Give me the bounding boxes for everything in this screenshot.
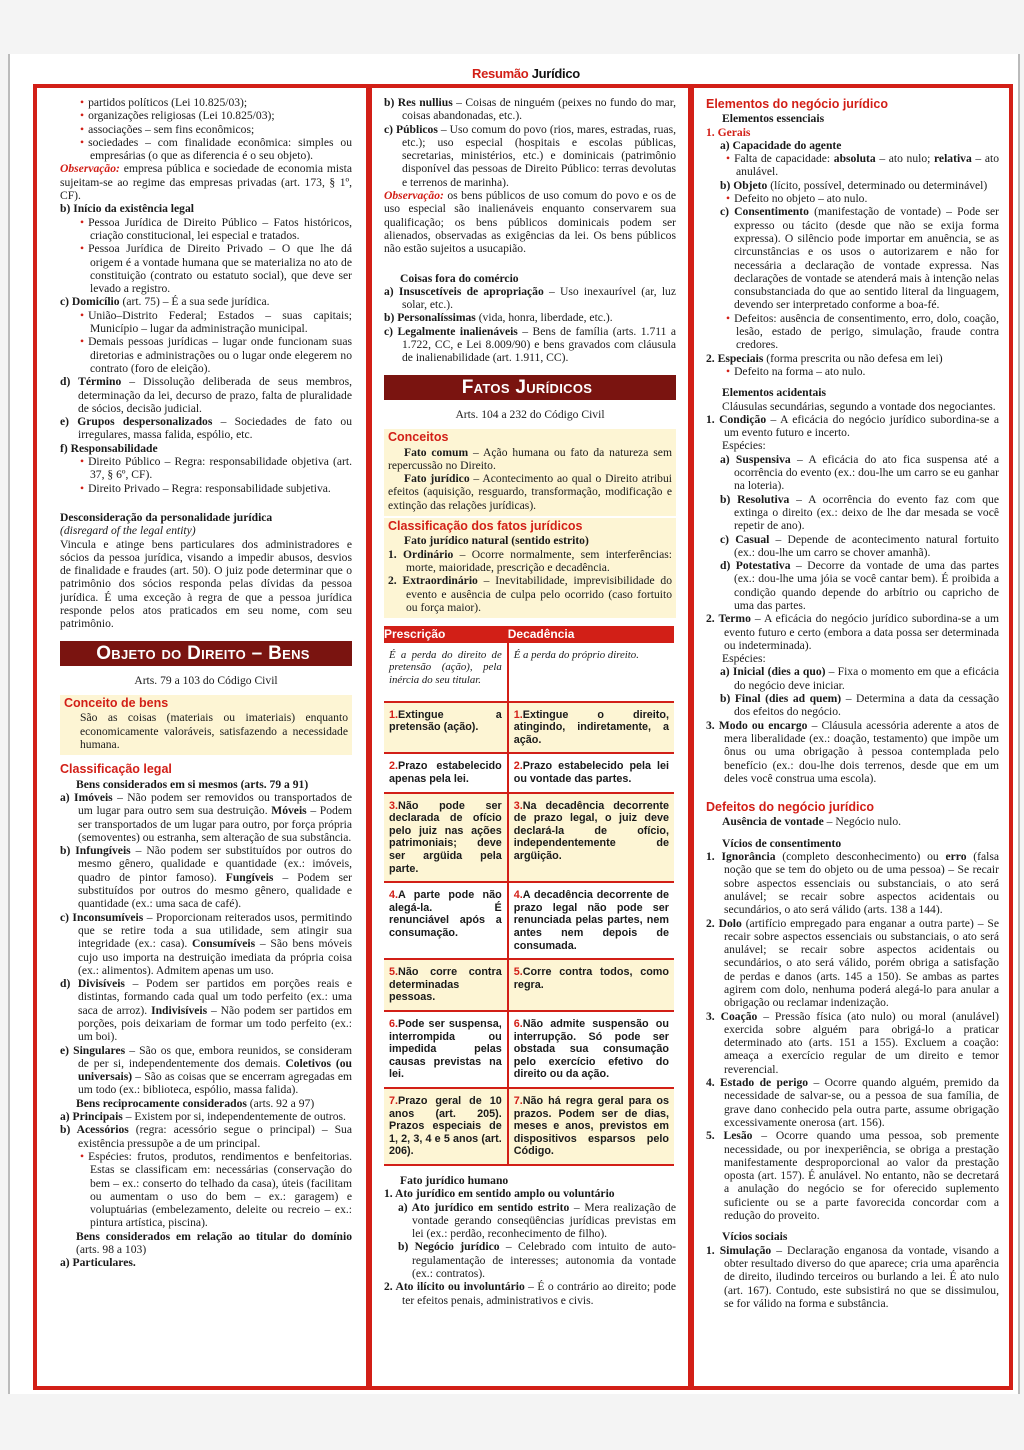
item: 1. Simulação – Declaração enganosa da vontade, visando a obter resultado diverso do que aparece; cria uma aparência de direito, iludindo terceiros ou burlando a lei. É ato nulo (art. 167). Contudo, este subsistirá no que se dissimulou, se for válido na forma e substância.: [706, 1243, 999, 1310]
table-row: [384, 1088, 674, 1165]
column-2: [384, 96, 676, 1386]
subsection-title: Desconsideração da personalidade jurídica: [60, 510, 273, 524]
column-divider: [366, 88, 372, 1386]
item: a) Suspensiva – A eficácia do ato fica suspensa até a ocorrência do evento (ex.: dou-lhe um carro se eu ganhar na loteria).: [720, 452, 999, 493]
subsection-title: Vícios de consentimento: [722, 836, 842, 850]
item: c) Domicílio (art. 75) – É a sua sede jurídica.: [60, 295, 270, 309]
section-title: Conceitos: [388, 430, 449, 445]
section-title: Defeitos do negócio jurídico: [706, 800, 875, 815]
column-1: [60, 96, 352, 1386]
subsection-title: Coisas fora do comércio: [400, 271, 519, 285]
list-item: • Defeito no objeto – ato nulo.: [706, 192, 999, 205]
list-item: • Direito Público – Regra: responsabilidade objetiva (art. 37, § 6º, CF).: [60, 455, 352, 482]
item: 2. Dolo (artifício empregado para enganar a outra parte) – Se recair sobre aspectos essenciais ou substanciais, o ato será anulável; se recair sobre aspectos acidentais ou secundários, o ato será válido, porém obriga a satisfação de perdas e danos (arts. 145 a 150). Se ambas as partes agirem com dolo, nenhuma poderá alegá-lo para anular a obrigação ou reclamar indenização.: [706, 916, 999, 1010]
item-heading: a) Particulares.: [60, 1256, 136, 1270]
table-cell: 2.Prazo estabelecido apenas pela lei.: [384, 753, 508, 792]
item: a) Ato jurídico em sentido estrito – Mera realização de vontade gerando conseqüências jurídicas previstas em lei (ex.: perdão, reconhecimento de filho).: [398, 1200, 676, 1241]
item: 1. Ignorância (completo desconhecimento) ou erro (falsa noção que se tem do objeto ou de uma pessoa) – Se recair sobre aspectos essenciais ou substanciais, o ato será anulável; se recair sobre aspectos acidentais ou secundários, o ato será válido (arts. 138 a 144).: [706, 850, 999, 917]
paragraph: São as coisas (materiais ou imateriais) enquanto economicamente valoráveis, satisfazendo a necessidade humana.: [80, 711, 348, 752]
item: c) Públicos – Uso comum do povo (rios, mares, estradas, ruas, etc.); uso especial (hospitais e escolas públicas, secretarias, ministérios, etc.) e dominicais (patrimônio disponível das pessoas de Direito Público: terras devolutas e terrenos de marinha).: [384, 122, 676, 189]
list-item: • partidos políticos (Lei 10.825/03);: [60, 96, 352, 109]
paragraph: Fato comum – Ação humana ou fato da natureza sem repercussão no Direito.: [388, 445, 672, 472]
classification-box: [384, 518, 676, 618]
table-cell: É a perda do direito de pretensão (ação), pela inércia do seu titular.: [384, 643, 508, 702]
section-title: Classificação dos fatos jurídicos: [388, 519, 583, 534]
paragraph: Ausência de vontade – Negócio nulo.: [722, 815, 902, 829]
table-cell: 1.Extingue a pretensão (ação).: [384, 702, 508, 754]
subsection-title: Fato jurídico humano: [400, 1173, 509, 1187]
item: b) Infungíveis – Não podem ser substituídos por outros do mesmo gênero, qualidade e quantidade (ex.: imóveis, quadro de pintor famoso). Fungíveis – Podem ser substituídos por outros do mesmo gênero, qualidade e quantidade (ex.: uma saca de café).: [60, 844, 352, 911]
item: a) Insuscetíveis de apropriação – Uso inexaurível (ar, luz solar, etc.).: [384, 284, 676, 312]
list-item: • Direito Privado – Regra: responsabilidade subjetiva.: [60, 482, 352, 495]
item: a) Inicial (dies a quo) – Fixa o momento em que a eficácia do negócio deve iniciar.: [720, 665, 999, 692]
table-row: [384, 882, 674, 959]
list-item: • Defeitos: ausência de consentimento, erro, dolo, coação, lesão, estado de perigo, simulação, fraude contra credores.: [706, 312, 999, 352]
observation: Observação: os bens públicos de uso comum do povo e os de uso especial são inalienáveis enquanto conservarem sua qualificação; os bens públicos dominicais podem ser alienados, observadas as exigências da lei. Os bens públicos não estão sujeitos a usucapião.: [384, 189, 676, 256]
list-item: • Defeito na forma – ato nulo.: [706, 365, 999, 378]
item: b) Acessórios (regra: acessório segue o principal) – Sua existência pressupõe a de um principal.: [60, 1123, 352, 1150]
list-item: • União–Distrito Federal; Estados – suas capitais; Município – lugar da administração municipal.: [60, 309, 352, 336]
list-item: • sociedades – com finalidade econômica: simples ou empresárias (o que as diferencia é o seu objeto).: [60, 136, 352, 163]
item: 3. Modo ou encargo – Cláusula acessória aderente a atos de mera liberalidade (ex.: doação, testamento) que impõe um ônus ou uma obrigação à pessoa contemplada pelo benefício (ex.: dou-lhe dois terrenos, desde que em um deles você construa uma escola).: [706, 718, 999, 785]
list-item: • Pessoa Jurídica de Direito Público – Fatos históricos, criação constitucional, lei especial e tratados.: [60, 216, 352, 243]
item: d) Término – Dissolução deliberada de seus membros, determinação da lei, decurso de prazo, falta de pluralidade de sócios, decisão judicial.: [60, 375, 352, 415]
section-banner: Fatos Jurídicos: [384, 375, 676, 400]
subsection-title: Bens considerados em relação ao titular do domínio (arts. 98 a 103): [76, 1229, 352, 1257]
table-cell: É a perda do próprio direito.: [508, 643, 674, 702]
item: d) Divisíveis – Podem ser partidos em porções reais e distintas, formando cada qual um todo perfeito (ex.: uma saca de arroz). Indivisíveis – Não podem ser partidos em porções, pois deixariam de formar um todo perfeito (ex.: um boi).: [60, 977, 352, 1044]
paragraph: Cláusulas secundárias, segundo a vontade dos negociantes.: [722, 399, 996, 413]
item: c) Inconsumíveis – Proporcionam reiterados usos, permitindo que se retire toda a sua utilidade, sem atingir sua integridade (ex.: casa). Consumíveis – São bens móveis cujo uso importa na destruição imediata da própria coisa (ex.: alimentos). Admitem apenas um uso.: [60, 910, 352, 977]
item: e) Singulares – São os que, embora reunidos, se consideram de per si, independentemente dos demais. Coletivos (ou universais) – São as coisas que se encerram agregadas em um todo (ex.: biblioteca, espólio, massa falida).: [60, 1043, 352, 1097]
table-cell: 6.Pode ser suspensa, interrompida ou impedida pelas causas previstas na lei.: [384, 1011, 508, 1088]
paragraph: Fato jurídico – Acontecimento ao qual o Direito atribui efeitos (aquisição, resguardo, transformação, modificação e extinção das relações jurídicas).: [388, 472, 672, 512]
item-heading: a) Capacidade do agente: [720, 138, 842, 152]
item-heading: 1. Gerais: [706, 125, 751, 139]
concept-box: [384, 429, 676, 516]
item: 3. Coação – Pressão física (ato nulo) ou moral (anulável) exercida sobre alguém para obrigá-lo a praticar determinado ato (arts. 151 a 155). Excluem a coação: ameaça a exercício regular de um direito e temor reverencial.: [706, 1009, 999, 1076]
table-cell: 5.Corre contra todos, como regra.: [508, 959, 674, 1011]
item: b) Final (dies ad quem) – Determina a data da cessação dos efeitos do negócio.: [720, 692, 999, 719]
article-reference: Arts. 104 a 232 do Código Civil: [455, 407, 605, 421]
subsection-subtitle: (disregard of the legal entity): [60, 524, 196, 538]
table-cell: 7.Prazo geral de 10 anos (art. 205). Prazos especiais de 1, 2, 3, 4 e 5 anos (art. 206).: [384, 1088, 508, 1165]
list-item: • Demais pessoas jurídicas – lugar onde funcionam suas diretorias e administrações ou o lugar onde elegerem no contrato (foro de eleição).: [60, 335, 352, 375]
item-heading: b) Início da existência legal: [60, 202, 194, 216]
subsection-title: Bens reciprocamente considerados (arts. 92 a 97): [76, 1096, 315, 1110]
table-cell: 4.A parte pode não alegá-la. É renunciável após a consumação.: [384, 882, 508, 959]
section-title: Elementos do negócio jurídico: [706, 97, 888, 111]
item: b) Resolutiva – A ocorrência do evento faz com que extinga o direito (ex.: deixo de lhe dar mesada se você repetir de ano).: [720, 492, 999, 533]
item: 2. Especiais (forma prescrita ou não defesa em lei): [706, 351, 943, 365]
item: c) Legalmente inalienáveis – Bens de família (arts. 1.711 a 1.722, CC, e Lei 8.009/90) e bens gravados com cláusula de inalienabilidade (art. 1.911, CC).: [384, 324, 676, 365]
list-item: • organizações religiosas (Lei 10.825/03);: [60, 109, 352, 122]
item: 2. Extraordinário – Inevitabilidade, imprevisibilidade do evento e ausência de culpa pelo ocorrido (caso fortuito ou força maior).: [388, 574, 673, 614]
item: d) Potestativa – Decorre da vontade de uma das partes (ex.: dou-lhe uma jóia se você cantar bem). É proibida a condição quando depende do arbítrio ou capricho de uma das partes.: [720, 559, 999, 612]
section-title: Conceito de bens: [64, 696, 169, 711]
item: e) Grupos despersonalizados – Sociedades de fato ou irregulares, massa falida, espólio, etc.: [60, 415, 352, 442]
table-cell: 3.Não pode ser declarada de ofício pelo juiz nas ações patrimoniais; deve ser argüida pela parte.: [384, 793, 508, 883]
item: a) Imóveis – Não podem ser removidos ou transportados de um lugar para outro sem sua destruição. Móveis – Podem ser transportados de um lugar para outro, por força própria (semoventes) ou estranha, sem alteração de sua substância.: [60, 790, 352, 844]
table-cell: 5.Não corre contra determinadas pessoas.: [384, 959, 508, 1011]
comparison-table: [384, 626, 674, 1166]
subsection-title: Fato jurídico natural (sentido estrito): [404, 534, 589, 548]
subsection-title: Elementos essenciais: [722, 112, 825, 126]
item: b) Personalíssimas (vida, honra, liberdade, etc.).: [384, 311, 613, 325]
list-item: • Pessoa Jurídica de Direito Privado – O que lhe dá origem é a vontade humana que se materializa no ato de constituição (contrato ou estatuto social), que deve ser levado a registro.: [60, 242, 352, 295]
table-cell: 6.Não admite suspensão ou interrupção. Só pode ser obstada sua consumação pelo exercício efetivo do direito ou da ação.: [508, 1011, 674, 1088]
article-reference: Arts. 79 a 103 do Código Civil: [134, 673, 278, 687]
item: b) Res nullius – Coisas de ninguém (peixes no fundo do mar, coisas abandonadas, etc.).: [384, 96, 676, 123]
table-header-prescricao: Prescrição: [384, 626, 508, 643]
subsection-title: Elementos acidentais: [722, 386, 827, 400]
table-header-decadencia: Decadência: [508, 626, 674, 643]
item: b) Negócio jurídico – Celebrado com intuito de auto-regulamentação de interesses; autonomia da vontade (ex.: contratos).: [398, 1240, 676, 1280]
brand-logo: Resumão Jurídico: [472, 66, 580, 81]
item-heading: f) Responsabilidade: [60, 441, 158, 455]
item: b) Objeto (lícito, possível, determinado ou determinável): [720, 178, 988, 192]
table-cell: 4.A decadência decorrente de prazo legal não pode ser renunciada pelas partes, nem antes nem depois de consumada.: [508, 882, 674, 959]
label: Espécies:: [722, 652, 766, 666]
table-row: [384, 793, 674, 883]
item: a) Principais – Existem por si, independentemente de outros.: [60, 1110, 346, 1124]
observation: Observação: empresa pública e sociedade de economia mista sujeitam-se ao regime das empresas privadas (art. 173, § 1º, CF).: [60, 162, 352, 203]
section-banner: Objeto do Direito – Bens: [60, 641, 352, 666]
column-3: [706, 96, 999, 1386]
table-cell: 1.Extingue o direito, atingindo, indiretamente, a ação.: [508, 702, 674, 754]
table-row: [384, 1011, 674, 1088]
list-item: • Espécies: frutos, produtos, rendimentos e benfeitorias. Estas se classificam em: necessárias (conservação do bem – ex.: conserto do telhado da casa), úteis (facilitam ou aumentam o uso do bem – ex.: garagem) e voluptuárias (embelezamento, deleite ou recreio – ex.: pintura artística, piscina).: [60, 1150, 352, 1230]
table-row: [384, 702, 674, 754]
item: c) Casual – Depende de acontecimento natural fortuito (ex.: dou-lhe um carro se chover amanhã).: [720, 532, 999, 559]
subsection-title: Vícios sociais: [722, 1230, 788, 1244]
table-cell: 7.Não há regra geral para os prazos. Podem ser de dias, meses e anos, previstos em dispositivos esparsos pelo Código.: [508, 1088, 674, 1165]
subsection-title: Bens considerados em si mesmos (arts. 79 a 91): [76, 777, 309, 791]
paragraph: Vincula e atinge bens particulares dos administradores e sócios da pessoa jurídica, visando a impedir abusos, desvios de finalidade e fraudes (art. 50). O juiz pode determinar que o patrimônio dos sócios responda pelas dívidas da pessoa jurídica. É uma exceção à regra de que a pessoa jurídica responde pelos atos praticados em seu nome, com seu patrimônio.: [60, 537, 352, 631]
item-heading: 1. Ato jurídico em sentido amplo ou voluntário: [384, 1187, 615, 1201]
list-item: • associações – sem fins econômicos;: [60, 123, 352, 136]
concept-box: [60, 695, 352, 755]
column-divider: [688, 88, 694, 1386]
item: 1. Ordinário – Ocorre normalmente, sem interferências: morte, maioridade, prescrição e decadência.: [388, 547, 672, 574]
table-row: [384, 959, 674, 1011]
item: 1. Condição – A eficácia do negócio jurídico subordina-se a um evento futuro e incerto.: [706, 412, 999, 440]
item: 2. Ato ilícito ou involuntário – É o contrário ao direito; pode ter efeitos penais, administrativos e civis.: [384, 1280, 676, 1307]
item: c) Consentimento (manifestação de vontade) – Pode ser expresso ou tácito (desde que não se exija forma expressa). O silêncio pode importar em anuência, se as circunstâncias e os usos o autorizarem e não for necessária a declaração de vontade expressa. Nas declarações de vontade se atenderá mais à intenção nelas consubstanciada do que ao sentido literal da linguagem, devendo ser interpretado conforme a boa-fé.: [720, 205, 999, 312]
list-item: • Falta de capacidade: absoluta – ato nulo; relativa – ato anulável.: [706, 152, 999, 179]
table-row: [384, 753, 674, 792]
table-cell: 2.Prazo estabelecido pela lei ou vontade das partes.: [508, 753, 674, 792]
section-title: Classificação legal: [60, 762, 172, 777]
item: 5. Lesão – Ocorre quando uma pessoa, sob premente necessidade, ou por inexperiência, se obriga a prestação manifestamente desproporcional ao valor da prestação oposta (art. 157). É anulável. No entanto, não se decretará a anulação do negócio se for oferecido suplemento suficiente ou se a parte favorecida concordar com a redução do proveito.: [706, 1129, 999, 1223]
table-cell: 3.Na decadência decorrente de prazo legal, o juiz deve declará-la de ofício, independentemente de argüição.: [508, 793, 674, 883]
item: 2. Termo – A eficácia do negócio jurídico subordina-se a um evento futuro e certo (embora a data possa ser determinada ou indeterminada).: [706, 612, 999, 652]
item: 4. Estado de perigo – Ocorre quando alguém, premido da necessidade de salvar-se, ou a pessoa de sua família, de grave dano conhecido pela outra parte, assume obrigação excessivamente onerosa (art. 156).: [706, 1076, 999, 1129]
label: Espécies:: [722, 439, 766, 453]
